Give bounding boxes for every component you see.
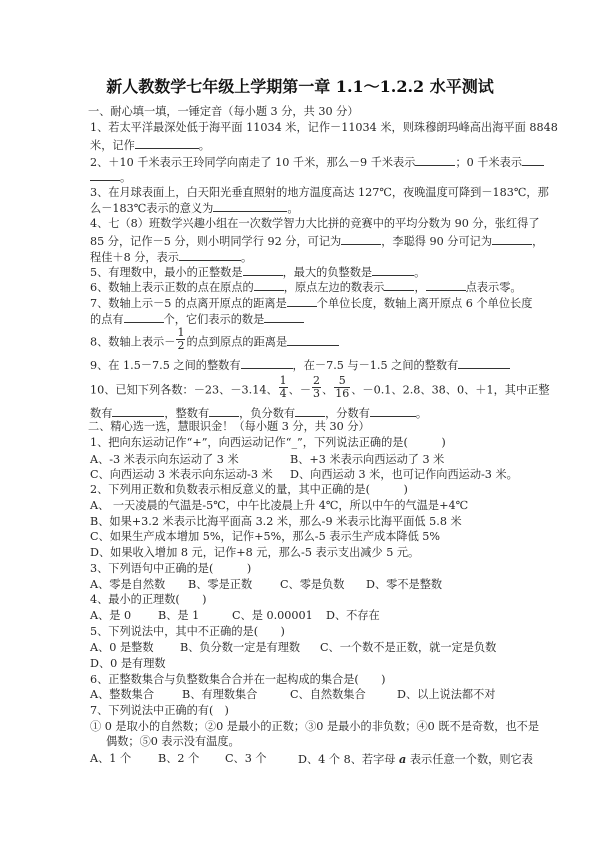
s2-q5-options-abc	[90, 641, 570, 655]
s1-q10-text5: ，负分数有	[239, 407, 296, 420]
answer-blank[interactable]	[415, 154, 455, 166]
s1-q8-text2: 的点到原点的距离是	[186, 335, 288, 349]
s2-q1-options-cd	[90, 468, 570, 482]
s1-q4-text2: ，李聪得 90 分可记为	[381, 235, 493, 248]
s1-q5-end: 。	[414, 266, 426, 279]
s1-q10-end: 。	[415, 407, 428, 420]
s1-q1-line2	[90, 137, 570, 151]
answer-blank[interactable]	[243, 264, 283, 276]
s1-q7-text4: 个，它们表示的数是	[163, 313, 265, 326]
s2-q5-stem: 5、下列说法中，其中不正确的是( )	[90, 625, 285, 638]
s2-q2-stem: 2、下列用正数和负数表示相反意义的量，其中正确的是( )	[90, 483, 408, 496]
s1-q1-text: 米，记作	[90, 139, 135, 152]
section1-heading: 一、耐心填一填，一锤定音（每小题 3 分，共 30 分）	[88, 105, 359, 118]
s2-q6-option-d[interactable]: D、以上说法都不对	[397, 688, 496, 701]
s2-q3-option-b[interactable]: B、零是正数	[188, 578, 253, 591]
s1-q4-text3: ，	[532, 235, 544, 248]
s2-q4-option-d[interactable]: D、不存在	[326, 609, 380, 622]
s1-q5-text2: ，最大的负整数是	[282, 266, 373, 279]
answer-blank[interactable]	[112, 405, 164, 417]
s2-q3-option-c[interactable]: C、零是负数	[280, 578, 345, 591]
s1-q10-sep2: 、	[322, 383, 334, 397]
s2-q3-option-a[interactable]: A、零是自然数	[90, 578, 166, 591]
s2-q1-option-c[interactable]: C、向西运动 3 米表示向东运动-3 米	[90, 468, 273, 481]
fraction-denominator: 2	[177, 339, 185, 352]
s2-q7-option-a[interactable]: A、1 个	[90, 752, 132, 765]
s1-q4-line3	[90, 249, 570, 263]
s1-q7-line1	[90, 295, 570, 309]
s1-q10-text3: 数有	[90, 407, 113, 420]
fraction-denominator: 4	[279, 387, 287, 400]
s2-q6-stem: 6、正整数集合与负整数集合合并在一起构成的集合是( )	[90, 673, 386, 686]
s1-q10-text4: ，整数有	[164, 407, 210, 420]
s1-q2-line1	[90, 154, 570, 168]
fraction-numerator: 5	[334, 375, 350, 388]
s2-q6-option-b[interactable]: B、有理数集合	[182, 688, 258, 701]
answer-blank[interactable]	[90, 169, 120, 181]
s2-q7-option-d-text: D、4 个 8、若字母	[298, 753, 396, 766]
variable-a: a	[399, 752, 407, 766]
answer-blank[interactable]	[426, 279, 466, 291]
answer-blank[interactable]	[341, 233, 381, 245]
s1-q3-line2	[90, 200, 570, 214]
fraction-numerator: 1	[177, 326, 185, 339]
s1-q10-sep1: 、－	[288, 383, 312, 397]
answer-blank[interactable]	[213, 200, 287, 212]
fraction-denominator: 3	[313, 387, 321, 400]
s1-q10-text6: ，分数有	[325, 407, 370, 420]
s2-q6-option-a[interactable]: A、整数集合	[90, 688, 155, 701]
s1-q9-text2: ，在－7.5 与－1.5 之间的整数有	[292, 359, 459, 372]
s2-q1-option-a[interactable]: A、-3 米表示向东运动了 3 米	[90, 453, 239, 466]
answer-blank[interactable]	[295, 405, 325, 417]
fraction-five-sixteenths	[334, 375, 350, 400]
s2-q5-option-d[interactable]: D、0 是有理数	[90, 657, 166, 670]
answer-blank[interactable]	[458, 357, 510, 369]
section2-heading: 二、精心选一选，慧眼识金！（每小题 3 分，共 30 分）	[88, 420, 370, 433]
s1-q5	[90, 264, 570, 278]
s1-q10-text: 10、已知下列各数：－23、－3.14、	[90, 383, 278, 397]
s2-q2-option-a[interactable]: A、 一天凌晨的气温是-5℃，中午比凌晨上升 4℃，所以中午的气温是+4℃	[90, 499, 469, 512]
s2-q7-options	[90, 752, 570, 766]
fraction-one-quarter	[279, 375, 288, 400]
answer-blank[interactable]	[124, 311, 164, 323]
s2-q7-statements-line2: 偶数；⑤0 表示没有温度。	[106, 735, 240, 748]
s2-q3-option-d[interactable]: D、零不是整数	[366, 578, 443, 591]
s2-q4-option-b[interactable]: B、是 1	[158, 609, 200, 622]
page-title: 新人教数学七年级上学期第一章 1.1～1.2.2 水平测试	[106, 77, 494, 96]
s1-q3-end: 。	[287, 202, 299, 215]
s1-q7-line2	[90, 311, 570, 325]
s2-q4-option-a[interactable]: A、是 0	[90, 609, 132, 622]
answer-blank[interactable]	[384, 279, 414, 291]
answer-blank[interactable]	[241, 357, 293, 369]
s1-q1-line1: 1、若太平洋最深处低于海平面 11034 米，记作－11034 米，则珠穆朗玛峰高出海平面 8848	[90, 121, 558, 134]
s2-q4-options	[90, 609, 570, 623]
s2-q3-stem: 3、下列语句中正确的是( )	[90, 562, 252, 575]
s2-q7-option-b[interactable]: B、2 个	[158, 752, 200, 765]
s1-q7-text: 7、数轴上示－5 的点离开原点的距离是	[90, 297, 287, 310]
s2-q5-option-c[interactable]: C、一个数不是正数，就一定是负数	[320, 641, 497, 654]
s1-q10-line1	[90, 374, 570, 400]
s2-q4-option-c[interactable]: C、是 0.00001	[232, 609, 313, 622]
answer-blank[interactable]	[135, 137, 199, 149]
s1-q1-end: 。	[198, 139, 210, 152]
s2-q7-option-d[interactable]	[298, 752, 533, 767]
answer-blank[interactable]	[209, 405, 239, 417]
s1-q4-text4: 程佳＋8 分，表示	[90, 251, 179, 264]
answer-blank[interactable]	[287, 295, 317, 307]
s1-q2-end: 。	[120, 171, 132, 184]
s2-q7-option-c[interactable]: C、3 个	[225, 752, 267, 765]
s2-q8-stem-start: 表示任意一个数，则它表	[409, 753, 533, 766]
s1-q4-end: 。	[241, 251, 253, 264]
s1-q6-end: 点表示零。	[465, 281, 522, 294]
s2-q1-option-b[interactable]: B、+3 米表示向西运动了 3 米	[290, 453, 445, 466]
s1-q9-text: 9、在 1.5－7.5 之间的整数有	[90, 359, 241, 372]
s1-q3-line1: 3、在月球表面上，白天阳光垂直照射的地方温度高达 127℃，夜晚温度可降到－183℃，那	[90, 186, 549, 199]
s1-q9	[90, 357, 570, 371]
answer-blank[interactable]	[370, 405, 416, 417]
s1-q5-text: 5、有理数中，最小的正整数是	[90, 266, 243, 279]
s1-q4-line2	[90, 233, 570, 247]
s1-q8-text: 8、数轴上表示－	[90, 335, 176, 349]
s2-q2-option-b[interactable]: B、如果+3.2 米表示比海平面高 3.2 米，那么-9 米表示比海平面低 5.8 米	[90, 515, 462, 528]
answer-blank[interactable]	[179, 249, 241, 261]
fraction-one-half	[176, 327, 185, 352]
answer-blank[interactable]	[254, 279, 284, 291]
s1-q6-text2: ，原点左边的数表示	[283, 281, 385, 294]
s1-q8	[90, 326, 570, 352]
fraction-denominator: 16	[335, 387, 350, 400]
s2-q1-options-ab	[90, 453, 570, 467]
s2-q6-option-c[interactable]: C、自然数集合	[290, 688, 366, 701]
s1-q10-line2	[90, 405, 570, 419]
s2-q1-option-d[interactable]: D、向西运动 3 米，也可记作向西运动-3 米。	[290, 468, 518, 481]
s1-q4-line1: 4、七（8）班数学兴趣小组在一次数学智力大比拼的竞赛中的平均分数为 90 分，张红得了	[90, 217, 540, 230]
answer-blank[interactable]	[287, 334, 339, 346]
s1-q7-text3: 的点有	[90, 313, 124, 326]
s2-q7-stem: 7、下列说法中正确的有( )	[90, 704, 229, 717]
answer-blank[interactable]	[492, 233, 532, 245]
s2-q6-options	[90, 688, 570, 702]
s1-q2-text: 2、＋10 千米表示王玲同学向南走了 10 千米，那么－9 千米表示	[90, 156, 416, 169]
s1-q6	[90, 279, 570, 293]
answer-blank[interactable]	[372, 264, 414, 276]
s2-q1-stem: 1、把向东运动记作“+”，向西运动记作“_”，下列说法正确的是( )	[90, 436, 446, 449]
s2-q5-option-b[interactable]: B、负分数一定是有理数	[180, 641, 301, 654]
s2-q2-option-d[interactable]: D、如果收入增加 8 元，记作+8 元，那么-5 表示支出减少 5 元。	[90, 546, 420, 559]
s1-q7-text2: 个单位长度，数轴上离开原点 6 个单位长度	[316, 297, 533, 310]
s1-q2-text2: ；0 千米表示	[455, 156, 523, 169]
s2-q7-statements-line1: ① 0 是取小的自然数；②0 是最小的正数；③0 是最小的非负数；④0 既不是奇数，也不是	[90, 720, 540, 733]
s1-q6-text: 6、数轴上表示正数的点在原点的	[90, 281, 254, 294]
s1-q2-line2	[90, 169, 570, 183]
s2-q2-option-c[interactable]: C、如果生产成本增加 5%，记作+5%，那么-5 表示生产成本降低 5%	[90, 530, 441, 543]
s2-q4-stem: 4、最小的正理数( )	[90, 593, 207, 606]
s2-q3-options	[90, 578, 570, 592]
s2-q5-option-a[interactable]: A、0 是整数	[90, 641, 154, 654]
fraction-numerator: 2	[313, 374, 321, 387]
s1-q10-text2: 、－0.1、2.8、38、0、＋1，其中正整	[351, 383, 550, 397]
s1-q6-text3: ，	[414, 281, 426, 294]
fraction-two-thirds	[312, 375, 321, 400]
fraction-numerator: 1	[279, 374, 287, 387]
answer-blank[interactable]	[522, 154, 544, 166]
s1-q3-text: 么－183℃表示的意义为	[90, 202, 214, 215]
s1-q4-text: 85 分，记作－5 分，则小明同学行 92 分，可记为	[90, 235, 342, 248]
answer-blank[interactable]	[264, 311, 304, 323]
